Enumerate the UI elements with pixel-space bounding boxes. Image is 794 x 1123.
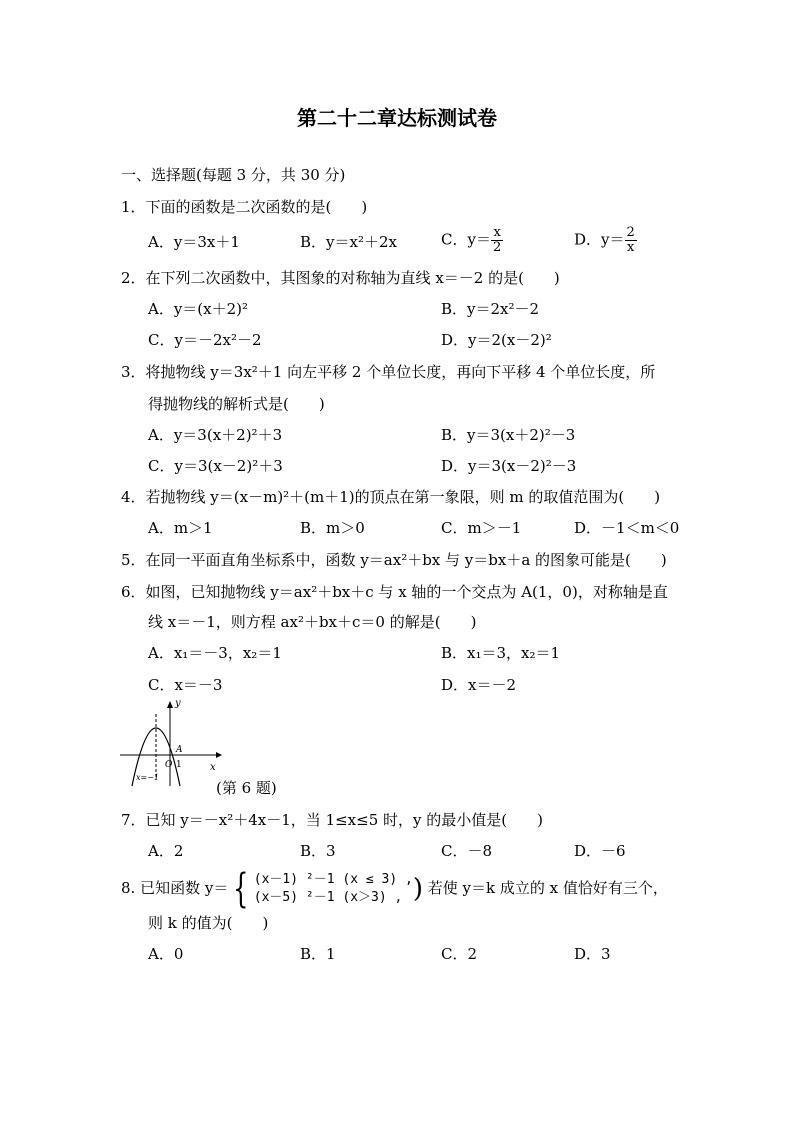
x-label: x — [210, 762, 216, 773]
q3-option-c: C．y＝3(x－2)²＋3 — [148, 457, 283, 475]
q1-option-c: C．y＝ $\frac{x}{2}$ — [441, 225, 502, 255]
q8-option-d: D．3 — [574, 945, 611, 963]
y-axis-arrow — [167, 701, 173, 708]
q2-option-b: B．y＝2x²－2 — [441, 300, 540, 318]
q6-option-d: D．x＝－2 — [441, 676, 517, 694]
q8-option-a: A．0 — [148, 945, 184, 963]
q4-option-c: C．m＞－1 — [441, 519, 522, 537]
symmetry-axis-label: x=−1 — [136, 773, 160, 782]
q6-parabola-figure — [118, 700, 223, 788]
q7-option-c: C．－8 — [441, 842, 493, 860]
origin-label: O — [165, 760, 173, 770]
q2-stem: 2．在下列二次函数中，其图象的对称轴为直线 x＝－2 的是( ) — [121, 269, 560, 287]
q8-case-1: (x－1) ²－1 (x ≤ 3) , — [253, 872, 413, 887]
q1-option-d: D．y＝ $\frac{2}{x}$ — [574, 225, 635, 255]
page-title: 第二十二章达标测试卷 — [297, 106, 497, 130]
q3-option-d: D．y＝3(x－2)²－3 — [441, 457, 577, 475]
x-axis-arrow — [216, 752, 222, 758]
q6-option-b: B．x₁＝3，x₂＝1 — [441, 644, 561, 662]
q8-case-2: (x－5) ²－1 (x＞3) , — [253, 890, 403, 905]
q3-option-a: A．y＝3(x＋2)²＋3 — [148, 426, 283, 444]
q2-option-c: C．y＝－2x²－2 — [148, 331, 262, 349]
q8-stem-line1: 8. 已知函数 y＝ { (x－1) ²－1 (x ≤ 3) , (x－5) ²－1 (x＞3) , ) 若使 y＝k 成立的 x 值恰好有三个， — [121, 866, 668, 912]
q4-stem: 4．若抛物线 y＝(x－m)²＋(m＋1)的顶点在第一象限，则 m 的取值范围为( ) — [121, 488, 661, 506]
q3-stem-line1: 3．将抛物线 y＝3x²＋1 向左平移 2 个单位长度，再向下平移 4 个单位长度，所 — [121, 363, 656, 381]
q4-option-b: B．m＞0 — [300, 519, 365, 537]
q1-option-a: A．y＝3x＋1 — [148, 233, 240, 251]
q3-option-b: B．y＝3(x＋2)²－3 — [441, 426, 576, 444]
tick-one-label: 1 — [176, 760, 182, 770]
q6-stem-line1: 6．如图，已知抛物线 y＝ax²＋bx＋c 与 x 轴的一个交点为 A(1，0)，对称轴是直 — [121, 583, 668, 601]
q1-stem: 1．下面的函数是二次函数的是( ) — [121, 198, 368, 216]
q2-option-a: A．y＝(x＋2)² — [148, 300, 249, 318]
q6-stem-line2: 线 x＝－1，则方程 ax²＋bx＋c＝0 的解是( ) — [148, 613, 477, 631]
q4-option-d: D．－1＜m＜0 — [574, 519, 680, 537]
q6-option-a: A．x₁＝－3，x₂＝1 — [148, 644, 282, 662]
y-label: y — [175, 700, 181, 709]
q8-option-c: C．2 — [441, 945, 478, 963]
q6-option-c: C．x＝－3 — [148, 676, 223, 694]
section-heading: 一、选择题(每题 3 分，共 30 分) — [121, 166, 346, 184]
q7-option-a: A．2 — [148, 842, 184, 860]
q7-stem: 7．已知 y＝－x²＋4x－1，当 1≤x≤5 时，y 的最小值是( ) — [121, 811, 543, 829]
q5-stem: 5．在同一平面直角坐标系中，函数 y＝ax²＋bx 与 y＝bx＋a 的图象可能是( ) — [121, 551, 667, 569]
q6-figure-caption: (第 6 题) — [216, 779, 277, 797]
q8-stem-line2: 则 k 的值为( ) — [148, 914, 269, 932]
q7-option-b: B．3 — [300, 842, 336, 860]
q3-stem-line2: 得抛物线的解析式是( ) — [148, 395, 325, 413]
point-a-label: A — [176, 745, 183, 755]
q4-option-a: A．m＞1 — [148, 519, 213, 537]
q7-option-d: D．－6 — [574, 842, 626, 860]
q1-option-b: B．y＝x²＋2x — [300, 233, 397, 251]
q2-option-d: D．y＝2(x－2)² — [441, 331, 552, 349]
q8-option-b: B．1 — [300, 945, 336, 963]
